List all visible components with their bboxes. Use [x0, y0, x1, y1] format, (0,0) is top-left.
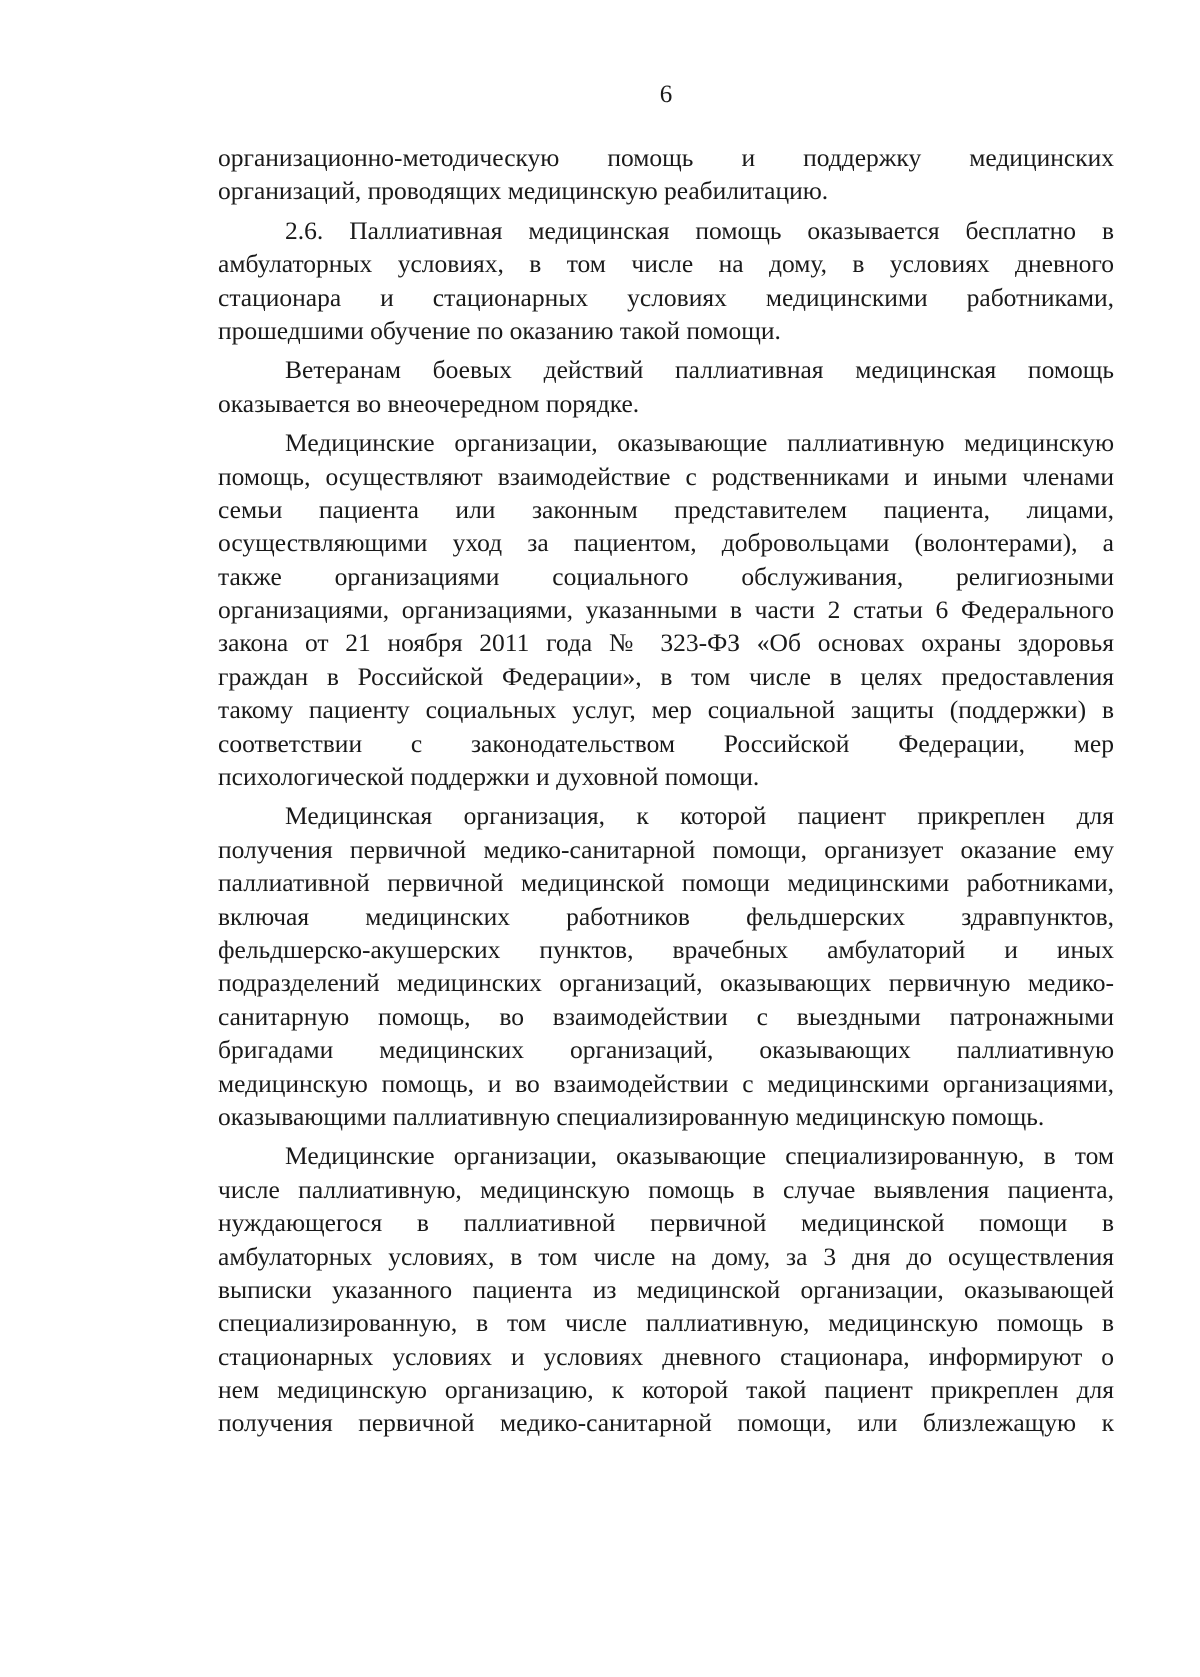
text-line: психологической поддержки и духовной помощи.	[218, 762, 760, 792]
text-line: специализированную, в том числе паллиативную, медицинскую помощь в	[218, 1308, 1114, 1338]
paragraph	[218, 799, 1114, 1133]
text-line: паллиативной первичной медицинской помощи медицинскими работниками,	[218, 868, 1114, 898]
text-line: стационара и стационарных условиях медицинскими работниками,	[218, 282, 1114, 312]
text-line: медицинскую помощь, и во взаимодействии с медицинскими организациями,	[218, 1068, 1114, 1098]
text-line: бригадами медицинских организаций, оказывающих паллиативную	[218, 1035, 1114, 1065]
text-line: нуждающегося в паллиативной первичной медицинской помощи в	[218, 1208, 1114, 1238]
paragraph	[218, 141, 1114, 208]
text-line: получения первичной медико-санитарной помощи, или близлежащую к	[218, 1408, 1114, 1438]
text-line: получения первичной медико-санитарной помощи, организует оказание ему	[218, 834, 1114, 864]
paragraph	[218, 426, 1114, 793]
text-line: также организациями социального обслуживания, религиозными	[218, 561, 1114, 591]
text-line: организаций, проводящих медицинскую реабилитацию.	[218, 176, 829, 206]
text-line: семьи пациента или законным представителем пациента, лицами,	[218, 494, 1114, 524]
text-line: амбулаторных условиях, в том числе на дому, за 3 дня до осуществления	[218, 1241, 1114, 1271]
text-line: стационарных условиях и условиях дневного стационара, информируют о	[218, 1341, 1114, 1371]
text-line: организациями, организациями, указанными в части 2 статьи 6 Федерального	[218, 595, 1114, 625]
text-line: выписки указанного пациента из медицинской организации, оказывающей	[218, 1274, 1114, 1304]
text-line: закона от 21 ноября 2011 года № 323-ФЗ «Об основах охраны здоровья	[218, 628, 1114, 658]
text-line: Ветеранам боевых действий паллиативная медицинская помощь	[285, 355, 1114, 385]
paragraph	[218, 214, 1114, 348]
paragraph	[218, 1139, 1114, 1440]
text-line: граждан в Российской Федерации», в том числе в целях предоставления	[218, 661, 1114, 691]
text-line: оказывается во внеочередном порядке.	[218, 388, 640, 418]
text-line: санитарную помощь, во взаимодействии с выездными патронажными	[218, 1001, 1114, 1031]
text-line: 2.6. Паллиативная медицинская помощь оказывается бесплатно в	[285, 215, 1114, 245]
text-line: помощь, осуществляют взаимодействие с родственниками и иными членами	[218, 461, 1114, 491]
text-line: Медицинская организация, к которой пациент прикреплен для	[285, 801, 1114, 831]
text-line: прошедшими обучение по оказанию такой помощи.	[218, 315, 781, 345]
text-line: нем медицинскую организацию, к которой такой пациент прикреплен для	[218, 1375, 1114, 1405]
paragraph	[218, 353, 1114, 420]
text-line: фельдшерско-акушерских пунктов, врачебных амбулаторий и иных	[218, 934, 1114, 964]
text-line: включая медицинских работников фельдшерских здравпунктов,	[218, 901, 1114, 931]
text-line: числе паллиативную, медицинскую помощь в случае выявления пациента,	[218, 1174, 1114, 1204]
text-line: осуществляющими уход за пациентом, добровольцами (волонтерами), а	[218, 528, 1114, 558]
text-line: соответствии с законодательством Российской Федерации, мер	[218, 728, 1114, 758]
text-line: Медицинские организации, оказывающие специализированную, в том	[285, 1141, 1114, 1171]
text-line: такому пациенту социальных услуг, мер социальной защиты (поддержки) в	[218, 695, 1114, 725]
text-line: амбулаторных условиях, в том числе на дому, в условиях дневного	[218, 249, 1114, 279]
page-number: 6	[659, 81, 673, 108]
text-line: Медицинские организации, оказывающие паллиативную медицинскую	[285, 428, 1114, 458]
text-line: подразделений медицинских организаций, оказывающих первичную медико-	[218, 968, 1114, 998]
document-body	[218, 141, 1114, 1446]
text-line: организационно-методическую помощь и поддержку медицинских	[218, 143, 1114, 172]
text-line: оказывающими паллиативную специализированную медицинскую помощь.	[218, 1101, 1045, 1131]
